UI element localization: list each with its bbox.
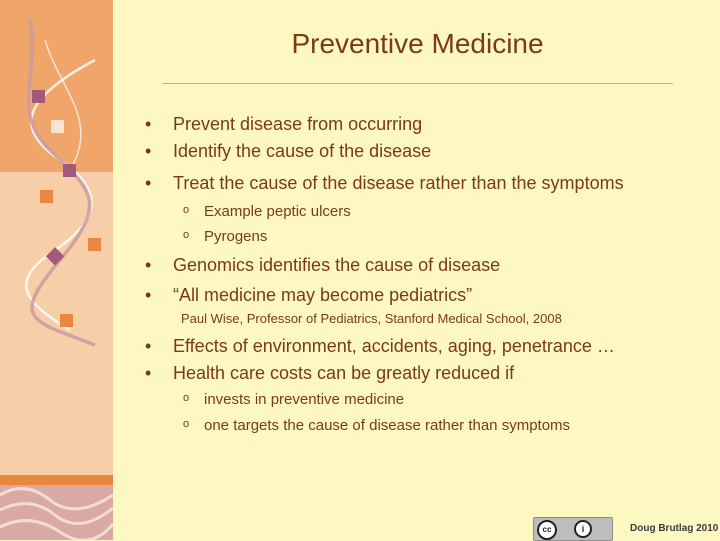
- item-text: Genomics identifies the cause of disease: [173, 255, 501, 275]
- decorative-sidebar: [0, 0, 113, 540]
- bullet-marker: •: [145, 285, 152, 305]
- quote-attribution: [145, 311, 562, 326]
- item-text: Prevent disease from occurring: [173, 114, 423, 134]
- item-text: Paul Wise, Professor of Pediatrics, Stanford Medical School, 2008: [181, 311, 562, 326]
- bullet-marker: o: [183, 229, 190, 241]
- item-text: Pyrogens: [204, 228, 268, 245]
- sidebar-square: [40, 190, 53, 203]
- item-text: Identify the cause of the disease: [173, 141, 432, 161]
- creative-commons-badge[interactable]: [533, 517, 613, 541]
- sub-bullet-item: [145, 417, 570, 434]
- sidebar-square: [32, 90, 45, 103]
- bullet-item: [145, 141, 431, 162]
- bullet-marker: •: [145, 363, 152, 383]
- bullet-item: [145, 336, 615, 357]
- sidebar-square: [63, 164, 76, 177]
- bullet-marker: •: [145, 114, 152, 134]
- item-text: “All medicine may become pediatrics”: [173, 285, 473, 305]
- title-divider: [163, 83, 673, 84]
- sidebar-square: [51, 120, 64, 133]
- item-text: Health care costs can be greatly reduced if: [173, 363, 515, 383]
- bullet-item: [145, 285, 472, 306]
- sidebar-square: [88, 238, 101, 251]
- item-text: Effects of environment, accidents, aging, penetrance …: [173, 336, 615, 356]
- bullet-marker: o: [183, 392, 190, 404]
- bullet-item: [145, 114, 422, 135]
- item-text: invests in preventive medicine: [204, 391, 405, 408]
- bullet-marker: •: [145, 141, 152, 161]
- slide-title: Preventive Medicine: [291, 28, 544, 59]
- bullet-marker: •: [145, 255, 152, 275]
- attribution-icon: i: [574, 520, 592, 538]
- bullet-item: [145, 363, 514, 384]
- sub-bullet-item: [145, 391, 404, 408]
- item-text: one targets the cause of disease rather than symptoms: [204, 417, 571, 434]
- cc-icon: cc: [537, 520, 557, 540]
- sub-bullet-item: [145, 203, 351, 220]
- author-credit: Doug Brutlag 2010: [630, 523, 719, 534]
- bullet-marker: o: [183, 204, 190, 216]
- sidebar-square: [60, 314, 73, 327]
- sub-bullet-item: [145, 228, 267, 245]
- sidebar-square: [46, 247, 64, 265]
- bullet-marker: •: [145, 336, 152, 356]
- bullet-marker: o: [183, 418, 190, 430]
- bullet-item: [145, 173, 624, 194]
- bullet-item: [145, 255, 500, 276]
- item-text: Example peptic ulcers: [204, 203, 351, 220]
- item-text: Treat the cause of the disease rather than the symptoms: [173, 173, 624, 193]
- sidebar-dna-decoration: [0, 0, 113, 540]
- bullet-marker: •: [145, 173, 152, 193]
